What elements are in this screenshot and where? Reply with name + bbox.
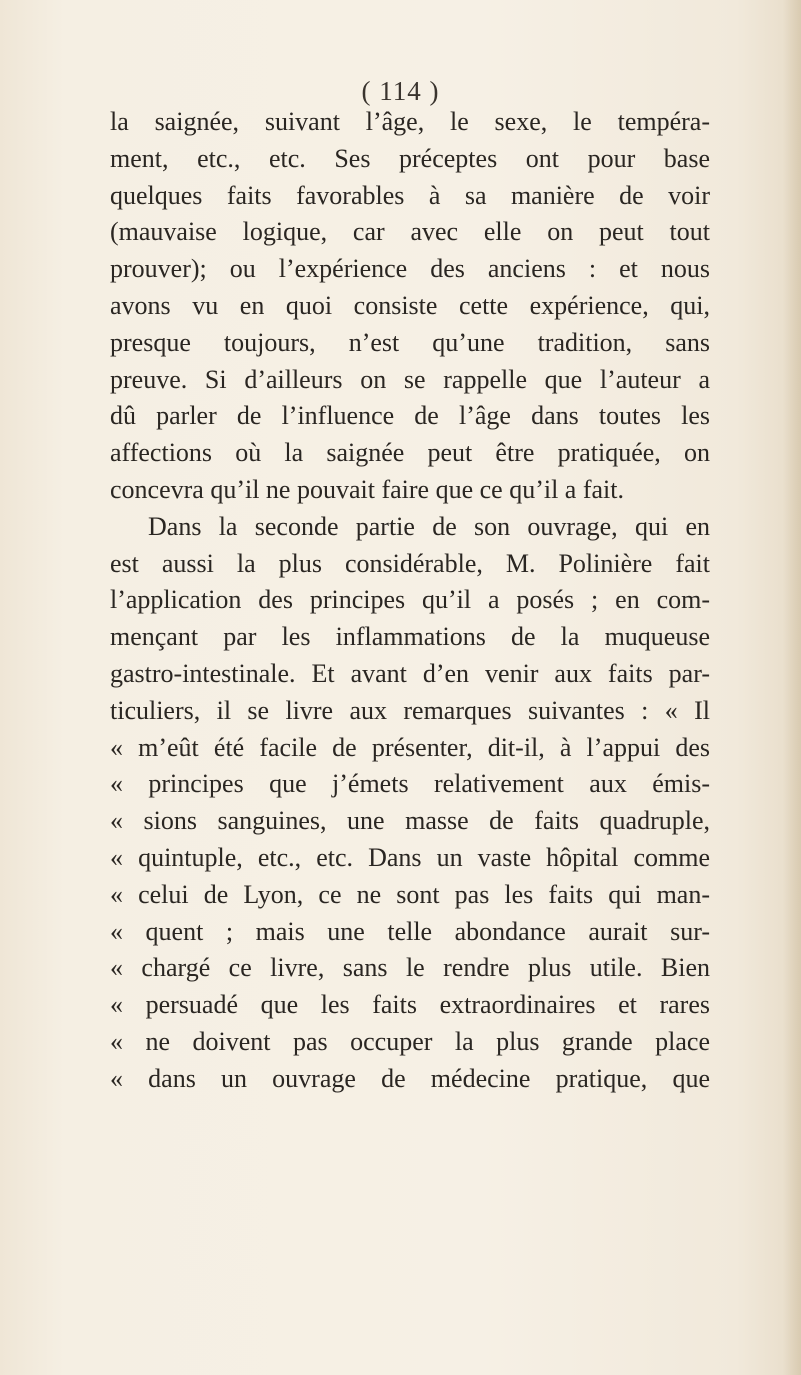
text-line: dû parler de l’influence de l’âge dans toutes les xyxy=(110,401,710,431)
text-line: presque toujours, n’est qu’une tradition, sans xyxy=(110,327,710,357)
text-line: ticuliers, il se livre aux remarques suivantes : « Il xyxy=(110,695,710,725)
text-line: concevra qu’il ne pouvait faire que ce qu’il a fait. xyxy=(110,474,624,504)
text-line: la saignée, suivant l’âge, le sexe, le tempéra- xyxy=(110,107,710,136)
text-line: « quintuple, etc., etc. Dans un vaste hôpital comme xyxy=(110,842,710,872)
text-line: mençant par les inflammations de la muqueuse xyxy=(110,622,710,652)
text-line: « celui de Lyon, ce ne sont pas les faits qui man- xyxy=(110,879,710,909)
body-text xyxy=(110,104,710,1098)
text-line: Dans la seconde partie de son ouvrage, qui en xyxy=(148,511,710,541)
text-line: quelques faits favorables à sa manière de voir xyxy=(110,180,710,210)
text-line: ment, etc., etc. Ses préceptes ont pour base xyxy=(110,143,710,173)
text-line: l’application des principes qu’il a posés ; en com- xyxy=(110,585,710,615)
text-line: affections où la saignée peut être pratiquée, on xyxy=(110,438,710,468)
text-line: « dans un ouvrage de médecine pratique, que xyxy=(110,1063,710,1093)
text-line: preuve. Si d’ailleurs on se rappelle que l’auteur a xyxy=(110,364,710,394)
page-edge-shadow xyxy=(783,0,801,1375)
text-line: gastro-intestinale. Et avant d’en venir aux faits par- xyxy=(110,658,710,688)
page-number: ( 114 ) xyxy=(361,76,440,106)
text-line: « ne doivent pas occuper la plus grande place xyxy=(110,1026,710,1056)
text-line: « sions sanguines, une masse de faits quadruple, xyxy=(110,806,710,836)
text-line: « persuadé que les faits extraordinaires et rares xyxy=(110,990,710,1020)
text-line: avons vu en quoi consiste cette expérience, qui, xyxy=(110,290,710,320)
text-line: (mauvaise logique, car avec elle on peut tout xyxy=(110,217,710,247)
text-line: prouver); ou l’expérience des anciens : et nous xyxy=(110,254,710,284)
text-line: est aussi la plus considérable, M. Polinière fait xyxy=(110,548,710,578)
text-line: « quent ; mais une telle abondance aurait sur- xyxy=(110,916,710,946)
text-line: « chargé ce livre, sans le rendre plus utile. Bien xyxy=(110,953,710,983)
text-line: « principes que j’émets relativement aux émis- xyxy=(110,769,710,799)
text-line: « m’eût été facile de présenter, dit-il, à l’appui des xyxy=(110,732,710,762)
